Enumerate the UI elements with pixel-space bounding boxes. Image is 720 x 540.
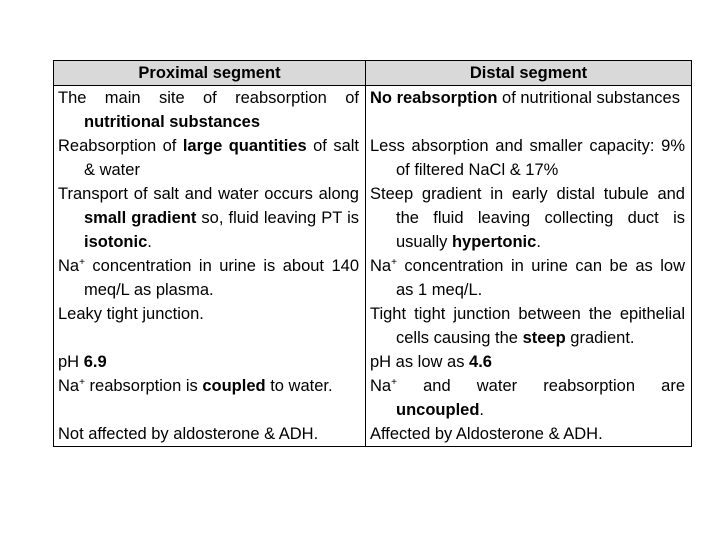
table-row: [54, 86, 692, 135]
distal-segment-cell: [366, 182, 692, 254]
cell-text: Reabsorption of: [58, 137, 183, 155]
cell-text: of salt & water: [84, 137, 360, 179]
proximal-segment-cell: [54, 374, 366, 422]
cell-text: pH as low as: [370, 353, 470, 371]
cell-text: concentration in urine can be as low as 1 meq/L.: [396, 257, 685, 299]
distal-segment-cell: [366, 134, 692, 182]
bold-text: small gradient: [84, 209, 197, 227]
cell-text: to water.: [265, 377, 333, 395]
superscript-text: +: [79, 257, 85, 268]
table-row: [54, 374, 692, 422]
cell-text: Less absorption and smaller capacity: 9% of filtered NaCl & 17%: [370, 137, 685, 179]
table-row: [54, 422, 692, 447]
table-row: [54, 254, 692, 302]
header-proximal-segment: Proximal segment: [54, 61, 366, 86]
cell-text: Tight tight junction between the epithelial cells causing the: [370, 305, 685, 347]
distal-segment-cell: [366, 350, 692, 374]
bold-text: coupled: [202, 377, 266, 395]
cell-text: Leaky tight junction.: [58, 305, 204, 323]
distal-segment-cell: [366, 86, 692, 135]
bold-text: hypertonic: [451, 233, 537, 251]
cell-text: so, fluid leaving PT is: [196, 209, 359, 227]
cell-text: The main site of reabsorption of: [58, 89, 359, 107]
bold-text: No reabsorption: [370, 89, 498, 107]
cell-text: Na: [370, 257, 392, 275]
cell-text: Na: [370, 377, 392, 395]
proximal-segment-cell: [54, 302, 366, 350]
distal-segment-cell: [366, 254, 692, 302]
cell-text: Not affected by aldosterone & ADH.: [58, 425, 319, 443]
table-row: [54, 182, 692, 254]
bold-text: nutritional substances: [84, 113, 261, 131]
cell-text: .: [479, 401, 485, 419]
bold-text: isotonic: [84, 233, 148, 251]
proximal-segment-cell: [54, 86, 366, 135]
proximal-segment-cell: [54, 182, 366, 254]
cell-text: gradient.: [565, 329, 635, 347]
header-distal-segment: Distal segment: [366, 61, 692, 86]
cell-text: Transport of salt and water occurs along: [58, 185, 359, 203]
superscript-text: +: [391, 377, 397, 388]
cell-text: pH: [58, 353, 84, 371]
superscript-text: +: [391, 257, 397, 268]
cell-text: .: [536, 233, 541, 251]
cell-text: Affected by Aldosterone & ADH.: [370, 425, 603, 443]
cell-text: reabsorption is: [84, 377, 203, 395]
superscript-text: +: [79, 377, 85, 388]
distal-segment-cell: [366, 302, 692, 350]
table-header-row: [54, 61, 692, 86]
table-row: [54, 302, 692, 350]
cell-text: concentration in urine is about 140 meq/L as plasma.: [84, 257, 359, 299]
distal-segment-cell: [366, 374, 692, 422]
bold-text: 4.6: [469, 353, 492, 371]
cell-text: Na: [58, 257, 80, 275]
comparison-table-container: [53, 60, 691, 447]
bold-text: uncoupled: [396, 401, 480, 419]
proximal-segment-cell: [54, 134, 366, 182]
table-row: [54, 134, 692, 182]
cell-text: Na: [58, 377, 80, 395]
proximal-segment-cell: [54, 254, 366, 302]
distal-segment-cell: [366, 422, 692, 447]
cell-text: .: [147, 233, 152, 251]
cell-text: Steep gradient in early distal tubule and the fluid leaving collecting duct is usually: [370, 185, 685, 251]
bold-text: 6.9: [83, 353, 107, 371]
comparison-table: [53, 60, 692, 447]
cell-text: and water reabsorption are: [396, 377, 685, 395]
table-row: [54, 350, 692, 374]
proximal-segment-cell: [54, 422, 366, 447]
cell-text: of nutritional substances: [497, 89, 680, 107]
bold-text: steep: [522, 329, 566, 347]
table-body: [54, 86, 692, 447]
proximal-segment-cell: [54, 350, 366, 374]
bold-text: large quantities: [182, 137, 307, 155]
